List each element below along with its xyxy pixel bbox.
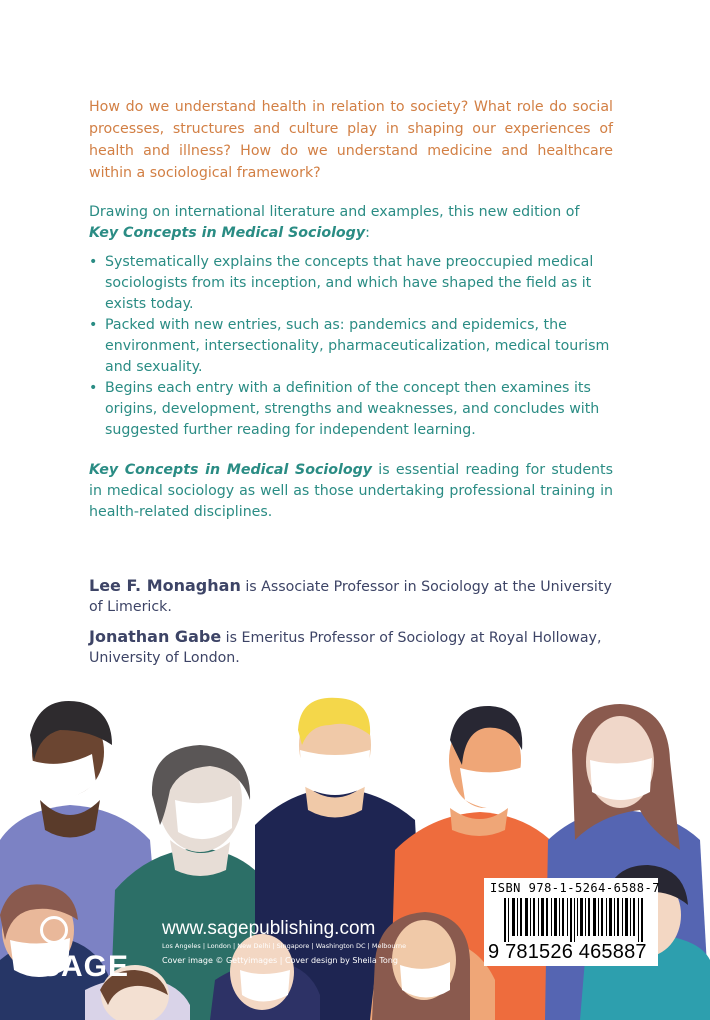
list-item: [89, 378, 613, 441]
author-bio: [89, 627, 619, 668]
bullet-text: Packed with new entries, such as: pandemics and epidemics, the environment, intersectionality, pharmaceuticalization, medical tourism and sexuality.: [105, 317, 610, 375]
feature-bullet-list: [89, 252, 613, 441]
drawing-on-paragraph: [89, 202, 613, 244]
cover-credit: Cover image © Gettyimages | Cover design by Sheila Tong: [162, 956, 398, 965]
author-bio: [89, 576, 619, 617]
bullet-marker: •: [89, 254, 98, 270]
sage-logo-mark-icon: [40, 916, 68, 944]
sage-logo-text: SAGE: [40, 950, 130, 983]
closing-paragraph: [89, 460, 613, 523]
author-name: Jonathan Gabe: [89, 627, 222, 646]
bullet-marker: •: [89, 317, 98, 333]
book-title-closing: Key Concepts in Medical Sociology: [89, 462, 373, 478]
isbn-digits: 9 781526 465887: [488, 941, 647, 963]
publisher-cities: Los Angeles | London | New Delhi | Singapore | Washington DC | Melbourne: [162, 942, 407, 950]
intro-paragraph: How do we understand health in relation to society? What role do social processes, structures and culture play in shaping our experiences of health and illness? How do we understand medicine and healthcare within a sociological framework?: [89, 99, 613, 181]
author-name: Lee F. Monaghan: [89, 576, 241, 595]
book-title-inline: Key Concepts in Medical Sociology: [89, 225, 366, 241]
bullet-marker: •: [89, 380, 98, 396]
author-bio-text: is Emeritus Professor of Sociology at Royal Holloway, University of London.: [89, 630, 602, 666]
isbn-label: ISBN 978-1-5264-6588-7: [490, 881, 660, 895]
author-bios: [89, 576, 619, 678]
list-item: [89, 252, 613, 315]
barcode-icon: [504, 898, 644, 942]
drawing-suffix: :: [365, 225, 370, 241]
isbn-barcode-box: [484, 878, 658, 966]
drawing-prefix: Drawing on international literature and examples, this new edition of: [89, 204, 580, 220]
list-item: [89, 315, 613, 378]
author-bio-text: is Associate Professor in Sociology at the University of Limerick.: [89, 579, 612, 615]
bullet-text: Systematically explains the concepts that have preoccupied medical sociologists from its inception, and which have shaped the field as it exists today.: [105, 254, 594, 312]
sage-logo: [40, 916, 129, 984]
bullet-text: Begins each entry with a definition of the concept then examines its origins, development, strengths and weaknesses, and concludes with suggested further reading for independent learning.: [105, 380, 600, 438]
closing-text: is essential reading for students in medical sociology as well as those undertaking professional training in health-related disciplines.: [89, 462, 614, 520]
publisher-url: www.sagepublishing.com: [162, 918, 376, 939]
